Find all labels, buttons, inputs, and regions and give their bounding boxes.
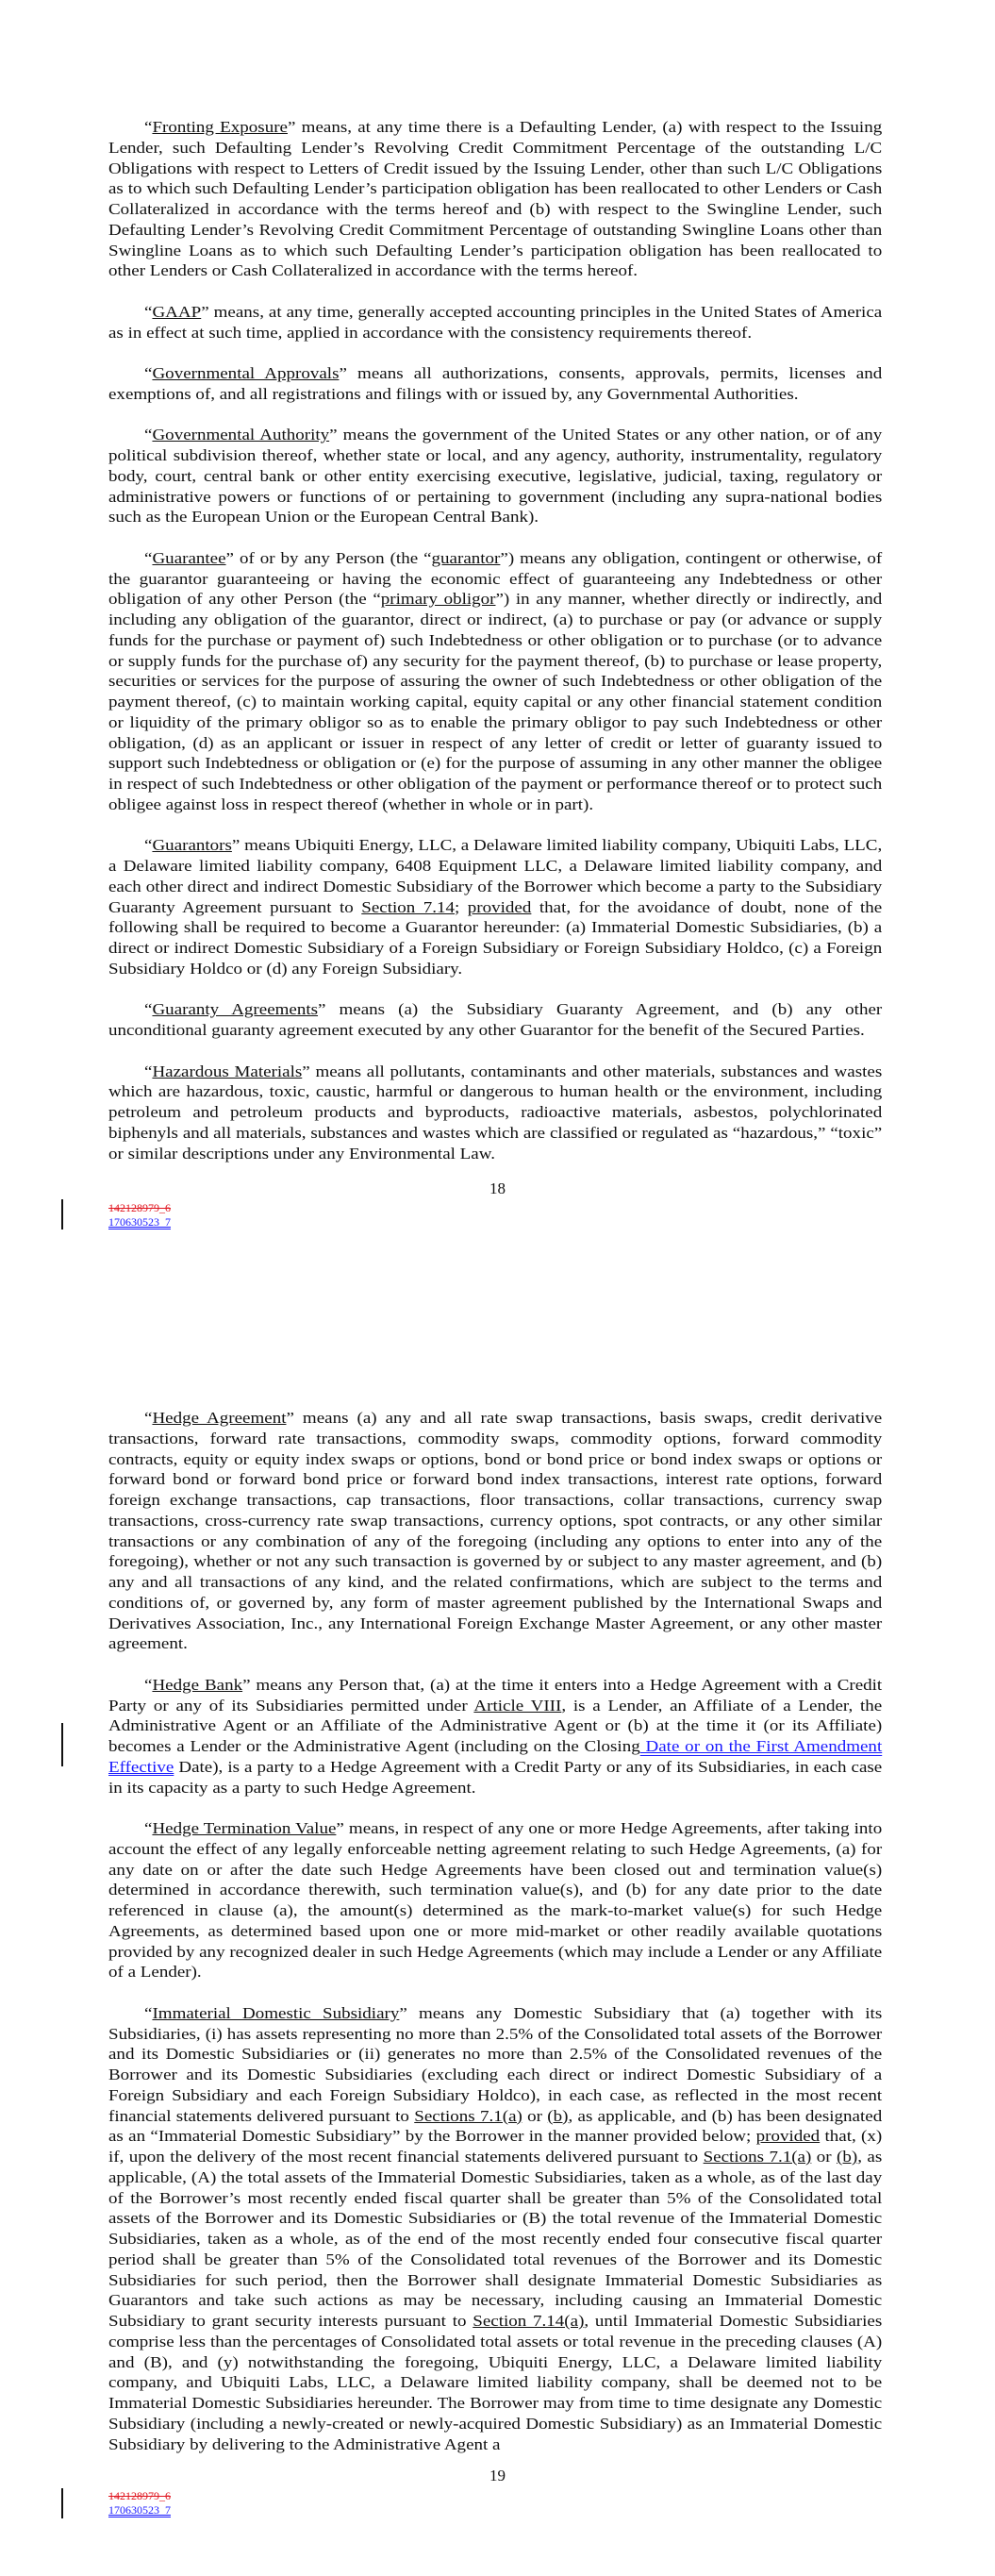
defined-term: Hedge Termination Value [152,1819,337,1837]
paragraph-text: or [811,2148,837,2166]
inserted-document-id: 170630523_7 [108,2503,171,2517]
defined-term: Hazardous Materials [152,1062,303,1080]
defined-term: Governmental Authority [152,426,330,444]
definition-paragraph [108,1062,882,1164]
paragraph-text: that, for the avoidance of doubt, none of the following shall be required to become a Guarantor hereunder: (a) Immaterial Domestic Subsidiaries, (b) a direct or indirect Domestic Subsidiary of a Foreign Subsidiary or Foreign Subsidiary Holdco, (c) a Foreign Subsidiary Holdco or (d) any Foreign Subsidiary. [108,897,883,978]
defined-term: Immaterial Domestic Subsidiary [152,2003,400,2022]
paragraph-text: ”) in any manner, whether directly or indirectly, and including any obligation of the guarantor, direct or indirect, (a) to purchase or pay (or advance or supply funds for the purchase or payment of) such Indebtedness or other obligation or to purchase (or to advance or supply funds for the purchase of) any security for the payment thereof, (b) to purchase or lease property, securities or services for the purpose of assuring the owner of such Indebtedness or other obligation of the payment thereof, (c) to maintain working capital, equity capital or any other financial statement condition or liquidity of the primary obligor so as to enable the primary obligor to pay such Indebtedness or other obligation, (d) as an applicant or issuer in respect of any letter of credit or letter of guaranty issued to support such Indebtedness or obligation or (e) for the purpose of assuming in any other manner the obligee in respect of such Indebtedness or other obligation of the payment or performance thereof or to protect such obligee against loss in respect thereof (whether in whole or in part). [108,590,883,813]
definition-paragraph [108,1818,882,1982]
definition-paragraph [108,2003,882,2455]
paragraph-text: “ [144,426,153,444]
paragraph-text: , is a Lender, an Affiliate of a Lender, the Administrative Agent or an Affiliate of the Administrative Agent or (b) at the time it (or its Affiliate) becomes a Lender or the Administrative Agent (including on the Closing [108,1696,883,1755]
page-number: 19 [489,2467,506,2484]
definition-paragraph [108,1675,882,1798]
paragraph-text: ” means all authorizations, consents, approvals, permits, licenses and exemptions of, and all registrations and filings with or issued by, any Governmental Authorities. [108,364,883,403]
paragraph-text: ” means Ubiquiti Energy, LLC, a Delaware limited liability company, Ubiquiti Labs, LLC, a Delaware limited liability company, 6408 Equipment LLC, a Delaware limited liability company, and each other direct and indirect Domestic Subsidiary of the Borrower which become a party to the Subsidiary Guaranty Agreement pursuant to [108,836,883,916]
change-bar [61,1199,63,1229]
paragraph-text: ” means all pollutants, contaminants and other materials, substances and wastes which are hazardous, toxic, caustic, harmful or dangerous to human health or the environment, including petroleum and petroleum products and byproducts, radioactive materials, asbestos, polychlorinated biphenyls and all materials, substances and wastes which are classified or regulated as “hazardous,” “toxic” or similar descriptions under any Environmental Law. [108,1062,883,1163]
defined-term: Guarantors [152,836,232,855]
defined-term: provided [755,2127,821,2146]
paragraph-text: “ [144,836,153,855]
paragraph-text: “ [144,1000,153,1019]
paragraph-text: “ [144,1062,153,1080]
change-bar [61,1723,63,1766]
defined-term: Guaranty Agreements [152,1000,319,1019]
paragraph-text: “ [144,118,153,136]
defined-term: primary obligor [380,590,496,609]
paragraph-text: ” means (a) any and all rate swap transactions, basis swaps, credit derivative transactions, forward rate transactions, commodity swaps, commodity options, forward commodity contracts, equity or equity index swaps or options, bond or bond price or bond index swaps or options or forward bond or forward bond price or forward bond index transactions, interest rate options, forward foreign exchange transactions, cap transactions, floor transactions, collar transactions, currency swap transactions, cross-currency rate swap transactions, currency options, spot contracts, or any other similar transactions or any combination of any of the foregoing (including any options to enter into any of the foregoing), whether or not any such transaction is governed by or subject to any master agreement, and (b) any and all transactions of any kind, and the related confirmations, which are subject to the terms and conditions of, or governed by, any form of master agreement published by the International Swaps and Derivatives Association, Inc., any International Foreign Exchange Master Agreement, or any other master agreement. [108,1409,883,1653]
deleted-document-id: 142128979_6 [108,2489,171,2502]
deleted-document-id: 142128979_6 [108,1201,171,1214]
document-id-footer [108,2489,171,2517]
defined-term: (b) [547,2106,569,2125]
definition-paragraph [108,363,882,405]
paragraph-text: ” means, at any time, generally accepted accounting principles in the United States of America as in effect at such time, applied in accordance with the consistency requirements thereof. [108,302,883,342]
defined-term: Article VIII [473,1696,562,1715]
page-18-body [108,117,882,1184]
paragraph-text: “ [144,1409,153,1427]
definition-paragraph [108,425,882,527]
paragraph-text: “ [144,1675,153,1694]
paragraph-text: “ [144,548,153,567]
paragraph-text: or [522,2106,548,2125]
definition-paragraph [108,548,882,815]
paragraph-text: Date), is a party to a Hedge Agreement with a Credit Party or any of its Subsidiaries, in each case in its capacity as a party to such Hedge Agreement. [108,1757,883,1797]
defined-term: Governmental Approvals [152,364,340,382]
defined-term: Sections 7.1(a) [703,2148,812,2166]
inserted-document-id: 170630523_7 [108,1215,171,1229]
page-19-body [108,1408,882,2475]
defined-term: Section 7.14(a) [473,2312,585,2330]
paragraph-text: ” means the government of the United States or any other nation, or of any political subdivision thereof, whether state or local, and any agency, authority, instrumentality, regulatory body, court, central bank or other entity exercising executive, legislative, judicial, taxing, regulatory or administrative powers or functions of or pertaining to government (including any supra-national bodies such as the European Union or the European Central Bank). [108,426,883,527]
paragraph-text: ” means any Domestic Subsidiary that (a) together with its Subsidiaries, (i) has assets representing no more than 2.5% of the Consolidated total assets of the Borrower and its Domestic Subsidiaries or (ii) generates no more than 2.5% of the Consolidated revenues of the Borrower and its Domestic Subsidiaries (excluding each direct or indirect Domestic Subsidiary of a Foreign Subsidiary and each Foreign Subsidiary Holdco), in each case, as reflected in the most recent financial statements delivered pursuant to [108,2003,883,2125]
paragraph-text: ” means any Person that, (a) at the time it enters into a Hedge Agreement with a Credit Party or any of its Subsidiaries permitted under [108,1675,883,1715]
paragraph-text: “ [144,2003,153,2022]
inserted-text: Date or on the First Amendment Effective [108,1737,883,1776]
defined-term: Guarantee [152,548,226,567]
definition-paragraph [108,835,882,979]
defined-term: Section 7.14 [361,897,456,916]
defined-term: Fronting Exposure [152,118,288,136]
paragraph-text: ; [455,897,468,916]
paragraph-text: ” of or by any Person (the “ [225,548,432,567]
defined-term: guarantor [431,548,501,567]
defined-term: (b) [837,2148,858,2166]
paragraph-text: ” means, in respect of any one or more Hedge Agreements, after taking into account the effect of any legally enforceable netting agreement relating to such Hedge Agreements, (a) for any date on or after the date such Hedge Agreements have been closed out and termination value(s) determined in accordance therewith, such termination value(s), and (b) for any date prior to the date referenced in clause (a), the amount(s) determined as the mark-to-market value(s) for such Hedge Agreements, as determined based upon one or more mid-market or other readily available quotations provided by any recognized dealer in such Hedge Agreements (which may include a Lender or any Affiliate of a Lender). [108,1819,883,1982]
paragraph-text: ” means, at any time there is a Defaulting Lender, (a) with respect to the Issuing Lender, such Defaulting Lender’s Revolving Credit Commitment Percentage of the outstanding L/C Obligations with respect to Letters of Credit issued by the Issuing Lender, other than such L/C Obligations as to which such Defaulting Lender’s participation obligation has been reallocated to other Lenders or Cash Collateralized in accordance with the terms hereof and (b) with respect to the Swingline Lender, such Defaulting Lender’s Revolving Credit Commitment Percentage of outstanding Swingline Loans other than Swingline Loans as to which such Defaulting Lender’s participation obligation has been reallocated to other Lenders or Cash Collateralized in accordance with the terms hereof. [108,118,883,280]
document-id-footer [108,1201,171,1229]
paragraph-text: “ [144,364,153,382]
defined-term: Hedge Bank [152,1675,243,1694]
definition-paragraph [108,1408,882,1654]
definition-paragraph [108,999,882,1041]
definition-paragraph [108,302,882,343]
defined-term: provided [467,897,532,916]
paragraph-text: ” means (a) the Subsidiary Guaranty Agreement, and (b) any other unconditional guaranty agreement executed by any other Guarantor for the benefit of the Secured Parties. [108,1000,883,1039]
paragraph-text: , as applicable, and (b) has been designated as an “Immaterial Domestic Subsidiary” by the Borrower in the manner provided below; [108,2106,883,2146]
defined-term: Hedge Agreement [152,1409,287,1427]
paragraph-text: ”) means any obligation, contingent or otherwise, of the guarantor guaranteeing or having the economic effect of guaranteeing any Indebtedness or other obligation of any other Person (the “ [108,548,883,609]
page-number: 18 [489,1179,506,1197]
paragraph-text: , until Immaterial Domestic Subsidiaries comprise less than the percentages of Consolidated total assets or total revenue in the preceding clauses (A) and (B), and (y) notwithstanding the foregoing, Ubiquiti Energy, LLC, a Delaware limited liability company, and Ubiquiti Labs, LLC, a Delaware limited liability company, shall be deemed not to be Immaterial Domestic Subsidiaries hereunder. The Borrower may from time to time designate any Domestic Subsidiary (including a newly-created or newly-acquired Domestic Subsidiary) as an Immaterial Domestic Subsidiary by delivering to the Administrative Agent a [108,2312,883,2453]
change-bar [61,2488,63,2518]
paragraph-text: “ [144,1819,153,1837]
defined-term: Sections 7.1(a) [414,2106,522,2125]
defined-term: GAAP [152,302,202,321]
paragraph-text: , as applicable, (A) the total assets of the Immaterial Domestic Subsidiaries, taken as a whole, as of the last day of the Borrower’s most recently ended fiscal quarter shall be greater than 5% of the Consolidated total assets of the Borrower and its Domestic Subsidiaries or (B) the total revenue of the Immaterial Domestic Subsidiaries, taken as a whole, as of the end of the most recently ended four consecutive fiscal quarter period shall be greater than 5% of the Consolidated total revenues of the Borrower and its Domestic Subsidiaries for such period, then the Borrower shall designate Immaterial Domestic Subsidiaries as Guarantors and take such actions as may be necessary, including causing an Immaterial Domestic Subsidiary to grant security interests pursuant to [108,2148,883,2330]
definition-paragraph [108,117,882,281]
paragraph-text: that, (x) if, upon the delivery of the most recent financial statements delivered pursuant to [108,2127,883,2166]
paragraph-text: “ [144,302,153,321]
